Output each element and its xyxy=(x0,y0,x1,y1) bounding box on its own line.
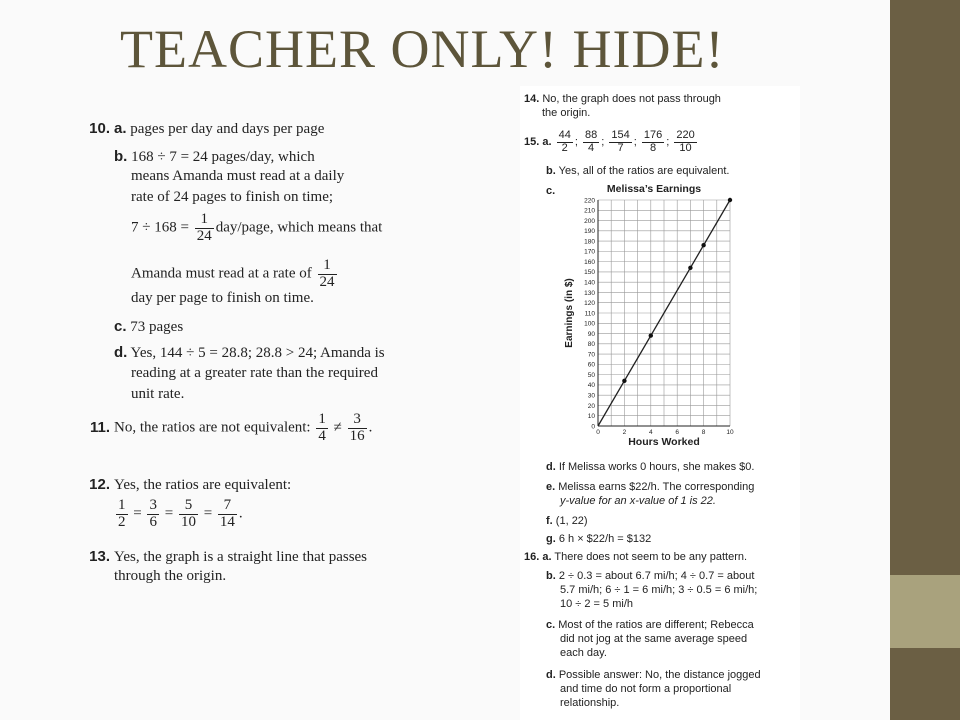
chart-title: Melissa’s Earnings xyxy=(606,183,702,195)
q14-text2: the origin. xyxy=(542,107,591,119)
q16-d-text1: Possible answer: No, the distance jogged xyxy=(558,669,761,681)
q11-not-equal: ≠ xyxy=(333,419,342,436)
q10-a-text: pages per day and days per page xyxy=(130,121,325,137)
q15-d-text: If Melissa works 0 hours, she makes $0. xyxy=(558,461,755,473)
q10-b-frac-den: 24 xyxy=(196,227,212,244)
q10-b-text1: 168 ÷ 7 = 24 pages/day, which xyxy=(131,149,315,165)
q15-r4-num: 176 xyxy=(643,129,663,141)
q15-ratio4 xyxy=(642,130,664,154)
chart-y-tick-labels xyxy=(584,197,595,430)
q15-r4-den: 8 xyxy=(649,141,657,154)
q15-sep2: ; xyxy=(601,135,605,148)
q16-c-text1: Most of the ratios are different; Rebecca xyxy=(558,619,754,631)
chart-y-tick-label: 140 xyxy=(584,279,595,287)
chart-y-tick-label: 20 xyxy=(587,402,595,410)
q10-b-calc-post: day/page, which means that xyxy=(215,219,383,236)
q11-fraction2 xyxy=(348,412,367,445)
q15-r2-den: 4 xyxy=(588,141,595,154)
q15-e-label: e. xyxy=(546,481,556,493)
melissa-earnings-chart xyxy=(562,182,740,452)
q16-number: 16. xyxy=(524,551,540,563)
q16-b-text2: 5.7 mi/h; 6 ÷ 1 = 6 mi/h; 3 ÷ 0.5 = 6 mi/h; xyxy=(560,584,758,596)
q11-period: . xyxy=(368,419,373,436)
q11-number: 11. xyxy=(89,418,110,436)
q15-a xyxy=(524,130,699,154)
chart-y-tick-label: 10 xyxy=(587,413,595,421)
q16-b-text1: 2 ÷ 0.3 = about 6.7 mi/h; 4 ÷ 0.7 = about xyxy=(558,570,755,582)
q11-text: No, the ratios are not equivalent: xyxy=(114,419,311,436)
q10-d-label: d. xyxy=(114,344,128,361)
q15-ratio1 xyxy=(557,130,573,154)
q12-f1-num: 1 xyxy=(118,497,126,513)
chart-x-axis-label: Hours Worked xyxy=(628,436,700,448)
q12-equals1: = xyxy=(133,505,142,522)
q16-b-text3: 10 ÷ 2 = 5 mi/h xyxy=(560,598,633,610)
q10-number: 10. xyxy=(89,120,110,137)
chart-y-tick-label: 160 xyxy=(584,258,595,266)
q15-r3-num: 154 xyxy=(611,129,630,141)
q11 xyxy=(78,412,372,445)
q10-d-text2: reading at a greater rate than the required xyxy=(131,365,378,381)
chart-y-tick-label: 50 xyxy=(587,371,595,379)
q10-d-text3: unit rate. xyxy=(131,386,185,402)
q12-f2-den: 6 xyxy=(149,513,157,530)
q10-b-text6: day per page to finish on time. xyxy=(131,290,314,306)
q11-f1-num: 1 xyxy=(318,411,326,427)
q16-d-text2: and time do not form a proportional xyxy=(560,683,732,695)
q10-d-text1: Yes, 144 ÷ 5 = 28.8; 28.8 > 24; Amanda is xyxy=(130,345,385,361)
sidebar-block-top xyxy=(890,0,960,575)
slide-title: TEACHER ONLY! HIDE! xyxy=(120,19,725,79)
q15-ratio5 xyxy=(674,130,696,154)
chart-y-tick-label: 220 xyxy=(584,197,595,205)
q13-text2: through the origin. xyxy=(114,568,227,584)
chart-y-tick-label: 100 xyxy=(584,320,595,328)
q15-e-text2: y-value for an x-value of 1 is 22. xyxy=(560,495,716,507)
q12-fractions xyxy=(114,498,243,531)
chart-y-tick-label: 170 xyxy=(584,248,595,256)
q12-fraction1 xyxy=(116,498,128,531)
chart-x-tick-label: 10 xyxy=(726,429,734,436)
q15-r5-den: 10 xyxy=(679,141,692,154)
q13-line1 xyxy=(78,546,367,568)
chart-y-tick-label: 60 xyxy=(587,361,595,369)
chart-x-tick-label: 6 xyxy=(675,429,680,436)
q12-f4-den: 14 xyxy=(219,513,235,530)
chart-x-tick-labels xyxy=(596,429,734,436)
chart-data-point xyxy=(701,243,705,247)
q15-c-label: c. xyxy=(546,185,556,197)
chart-y-tick-label: 90 xyxy=(587,330,595,338)
q15-d-label: d. xyxy=(546,461,556,473)
q11-f2-den: 16 xyxy=(349,427,365,444)
q10-b-text2: means Amanda must read at a daily xyxy=(131,168,345,184)
chart-data-point xyxy=(728,198,732,202)
sidebar-block-bottom xyxy=(890,648,960,720)
q12-period: . xyxy=(238,505,243,522)
q12-f3-num: 5 xyxy=(179,498,198,515)
q15-number: 15. xyxy=(524,135,540,148)
q12-line1 xyxy=(78,474,291,496)
q15-c xyxy=(546,184,555,198)
chart-y-tick-label: 80 xyxy=(587,341,595,349)
q12-fraction4 xyxy=(218,498,237,531)
decorative-sidebar xyxy=(890,0,960,720)
chart-y-tick-label: 120 xyxy=(584,300,595,308)
q16-d-label: d. xyxy=(546,669,556,681)
chart-x-tick-label: 4 xyxy=(648,429,653,436)
chart-y-tick-label: 110 xyxy=(584,310,595,318)
q15-ratio3 xyxy=(609,130,631,154)
chart-y-tick-label: 180 xyxy=(584,238,595,246)
q10-b-frac-num: 1 xyxy=(195,212,214,229)
chart-data-point xyxy=(649,333,653,337)
q10-b-label: b. xyxy=(114,148,128,165)
q14-text1: No, the graph does not pass through xyxy=(542,93,721,105)
q15-b-label: b. xyxy=(546,165,556,177)
q16-d-line1 xyxy=(546,668,761,682)
q15-r1-num: 44 xyxy=(558,129,571,141)
sidebar-block-middle xyxy=(890,575,960,648)
chart-data-point xyxy=(688,266,692,270)
q15-g xyxy=(546,532,651,546)
q15-sep3: ; xyxy=(633,135,637,148)
q15-f-label: f. xyxy=(546,515,553,527)
q16-a xyxy=(524,550,747,564)
q12-text: Yes, the ratios are equivalent: xyxy=(114,477,292,493)
q10-b-text3: rate of 24 pages to finish on time; xyxy=(131,189,334,205)
q16-c-line1 xyxy=(546,618,754,632)
chart-y-tick-label: 190 xyxy=(584,228,595,236)
right-answer-column xyxy=(520,86,800,720)
q11-f1-den: 4 xyxy=(318,427,326,444)
q15-r1-den: 2 xyxy=(561,141,568,154)
q14-number: 14. xyxy=(524,93,540,105)
q15-f-text: (1, 22) xyxy=(555,515,588,527)
chart-x-tick-label: 0 xyxy=(596,429,600,436)
q12-number: 12. xyxy=(89,476,110,493)
q12-f2-num: 3 xyxy=(149,497,157,513)
q10-b-frac2-num: 1 xyxy=(318,258,337,275)
q16-b-line1 xyxy=(546,569,754,583)
q15-r2-num: 88 xyxy=(584,129,598,141)
chart-y-tick-label: 200 xyxy=(584,217,595,225)
q15-r3-den: 7 xyxy=(617,141,624,154)
q15-e-text1: Melissa earns $22/h. The corresponding xyxy=(558,481,755,493)
chart-y-axis-label: Earnings (in $) xyxy=(564,278,575,348)
q15-sep1: ; xyxy=(574,135,578,148)
q15-g-label: g. xyxy=(546,533,556,545)
q10-b-fraction xyxy=(195,212,214,245)
q10-b-line5 xyxy=(131,258,339,291)
chart-y-tick-label: 210 xyxy=(584,207,595,215)
q10-c-text: 73 pages xyxy=(130,319,184,335)
q15-d xyxy=(546,460,754,474)
q12-equals3: = xyxy=(203,505,213,522)
q12-fraction2 xyxy=(147,498,159,531)
q15-a-label: a. xyxy=(542,135,552,148)
q15-f xyxy=(546,514,588,528)
q10-c xyxy=(114,316,183,338)
chart-x-tick-label: 2 xyxy=(622,429,627,436)
q15-r5-num: 220 xyxy=(676,129,695,141)
q10-a xyxy=(78,118,324,140)
chart-y-tick-label: 130 xyxy=(584,289,595,297)
chart-y-tick-label: 40 xyxy=(587,382,595,390)
q10-b-frac2-den: 24 xyxy=(319,273,335,290)
q15-b-text: Yes, all of the ratios are equivalent. xyxy=(558,165,730,177)
chart-y-tick-label: 150 xyxy=(584,269,595,277)
q13-text1: Yes, the graph is a straight line that passes xyxy=(114,549,368,565)
q12-f3-den: 10 xyxy=(180,513,196,530)
q16-a-text: There does not seem to be any pattern. xyxy=(554,551,748,563)
q10-b-line1 xyxy=(114,146,315,168)
q10-a-label: a. xyxy=(114,120,127,137)
q13-number: 13. xyxy=(89,548,110,565)
q10-d-line1 xyxy=(114,342,385,364)
q16-c-text2: did not jog at the same average speed xyxy=(560,633,748,645)
q10-b-calc-pre: 7 ÷ 168 = xyxy=(131,219,189,236)
q10-b-line5-text: Amanda must read at a rate of xyxy=(131,265,312,282)
chart-y-tick-label: 30 xyxy=(587,392,595,400)
q11-fraction1 xyxy=(316,412,328,445)
q16-b-label: b. xyxy=(546,570,556,582)
chart-y-tick-label: 70 xyxy=(587,351,595,359)
q10-c-label: c. xyxy=(114,318,127,335)
q14-line1 xyxy=(524,92,721,106)
q16-c-label: c. xyxy=(546,619,556,631)
q16-d-text3: relationship. xyxy=(560,697,620,709)
chart-data-point xyxy=(622,379,626,383)
q15-sep4: ; xyxy=(666,135,670,148)
q10-b-fraction2 xyxy=(318,258,337,291)
q12-equals2: = xyxy=(164,505,174,522)
q11-f2-num: 3 xyxy=(348,412,367,429)
q12-f1-den: 2 xyxy=(118,513,126,530)
q15-ratio2 xyxy=(583,130,599,154)
q12-f4-num: 7 xyxy=(218,498,237,515)
chart-x-tick-label: 8 xyxy=(701,429,706,436)
q12-fraction3 xyxy=(179,498,198,531)
q16-c-text3: each day. xyxy=(560,647,607,659)
q15-b xyxy=(546,164,729,178)
q16-a-label: a. xyxy=(542,551,552,563)
q15-e-line1 xyxy=(546,480,754,494)
q10-b-calc xyxy=(131,212,382,245)
chart-y-tick-label: 0 xyxy=(591,423,595,431)
q15-g-text: 6 h × $22/h = $132 xyxy=(558,533,652,545)
